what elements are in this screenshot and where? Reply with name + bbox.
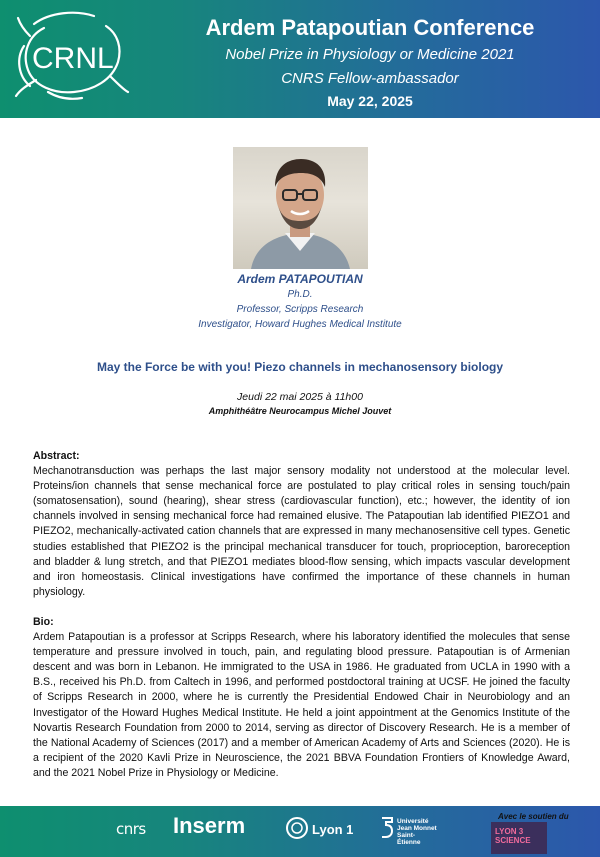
bio-label: Bio: [33,616,54,628]
talk-title: May the Force be with you! Piezo channels in mechanosensory biology [96,360,504,374]
logo-text: CRNL [32,42,114,75]
speaker-name: Ardem PATAPOUTIAN [237,272,363,286]
bio-section [33,615,570,781]
jean-monnet-emblem-icon [380,816,394,838]
lyon1-emblem-icon [285,816,309,840]
abstract-section [33,449,570,600]
support-partner-text: LYON 3 SCIENCE [495,827,531,845]
speaker-affiliation: Investigator, Howard Hughes Medical Institute [198,319,402,330]
conference-subtitle-prize: Nobel Prize in Physiology or Medicine 2021 [225,46,515,63]
conference-subtitle-role: CNRS Fellow-ambassador [281,70,459,87]
support-partner-logo [491,822,547,854]
conference-title: Ardem Patapoutian Conference [205,15,535,40]
jean-monnet-logo: Université Jean Monnet Saint-Étienne [397,818,437,846]
speaker-photo [233,147,368,269]
speaker-role: Professor, Scripps Research [236,304,364,315]
support-label: Avec le soutien du [498,812,569,821]
cnrs-logo: cnrs [116,820,146,838]
talk-datetime: Jeudi 22 mai 2025 à 11h00 [237,391,363,403]
conference-date: May 22, 2025 [327,93,413,109]
abstract-label: Abstract: [33,450,80,462]
inserm-logo: Inserm [173,813,246,838]
talk-venue: Amphithéâtre Neurocampus Michel Jouvet [208,406,392,416]
lyon1-logo: Lyon 1 [312,822,354,837]
bio-text: Ardem Patapoutian is a professor at Scripps Research, where his laboratory identified the molecules that sense temperature and pressure involved in touch, pain, and regulating blood pressure. Patapoutian is of Armenian descent and was born in Lebanon. He immigrated to the USA in 1986. He graduated from UCLA in 1990 with a B.S., received his Ph.D. from Caltech in 1996, and performed postdoctoral training at UCSF. He joined the faculty of Scripps Research in 2000, where he is currently the Presidential Endowed Chair in Neurobiology and an Investigator of the Howard Hughes Medical Institute. He held a joint appointment at the Genomics Institute of the Novartis Research Foundation from 2000 to 2014, serving as director of Discovery Research. He is a member of the National Academy of Sciences (2017) and a member of American Academy of Arts and Sciences (2020). He is a recipient of the 2020 Kavli Prize in Neuroscience, the 2021 BBVA Foundation Frontiers of Knowledge Award, and the 2021 Nobel Prize in Physiology or Medicine. [33,631,570,779]
speaker-portrait-illustration [233,147,368,269]
abstract-text: Mechanotransduction was perhaps the last major sensory modality not understood at the molecular level. Proteins/ion channels that sense mechanical force are postulated to play critical roles in sensing touch/pain (somatosensation), sound (hearing), shear stress (cardiovascular function), etc.; however, the identity of ion channels involved in sensing mechanical force had remained elusive. The Patapoutian lab identified PIEZO1 and PIEZO2, mechanically-activated cation channels that are expressed in many mechanosensitive cell types. Genetic studies established that PIEZO2 is the principal mechanical transducer for touch, proprioception, baroreception and bladder & lung stretch, and that PIEZO1 mediates blood-flow sensing, which impacts vascular development and iron homeostasis. Clinical investigations have confirmed the importance of these channels in human physiology. [33,465,570,598]
crnl-logo [14,6,132,102]
speaker-degree: Ph.D. [287,289,313,300]
